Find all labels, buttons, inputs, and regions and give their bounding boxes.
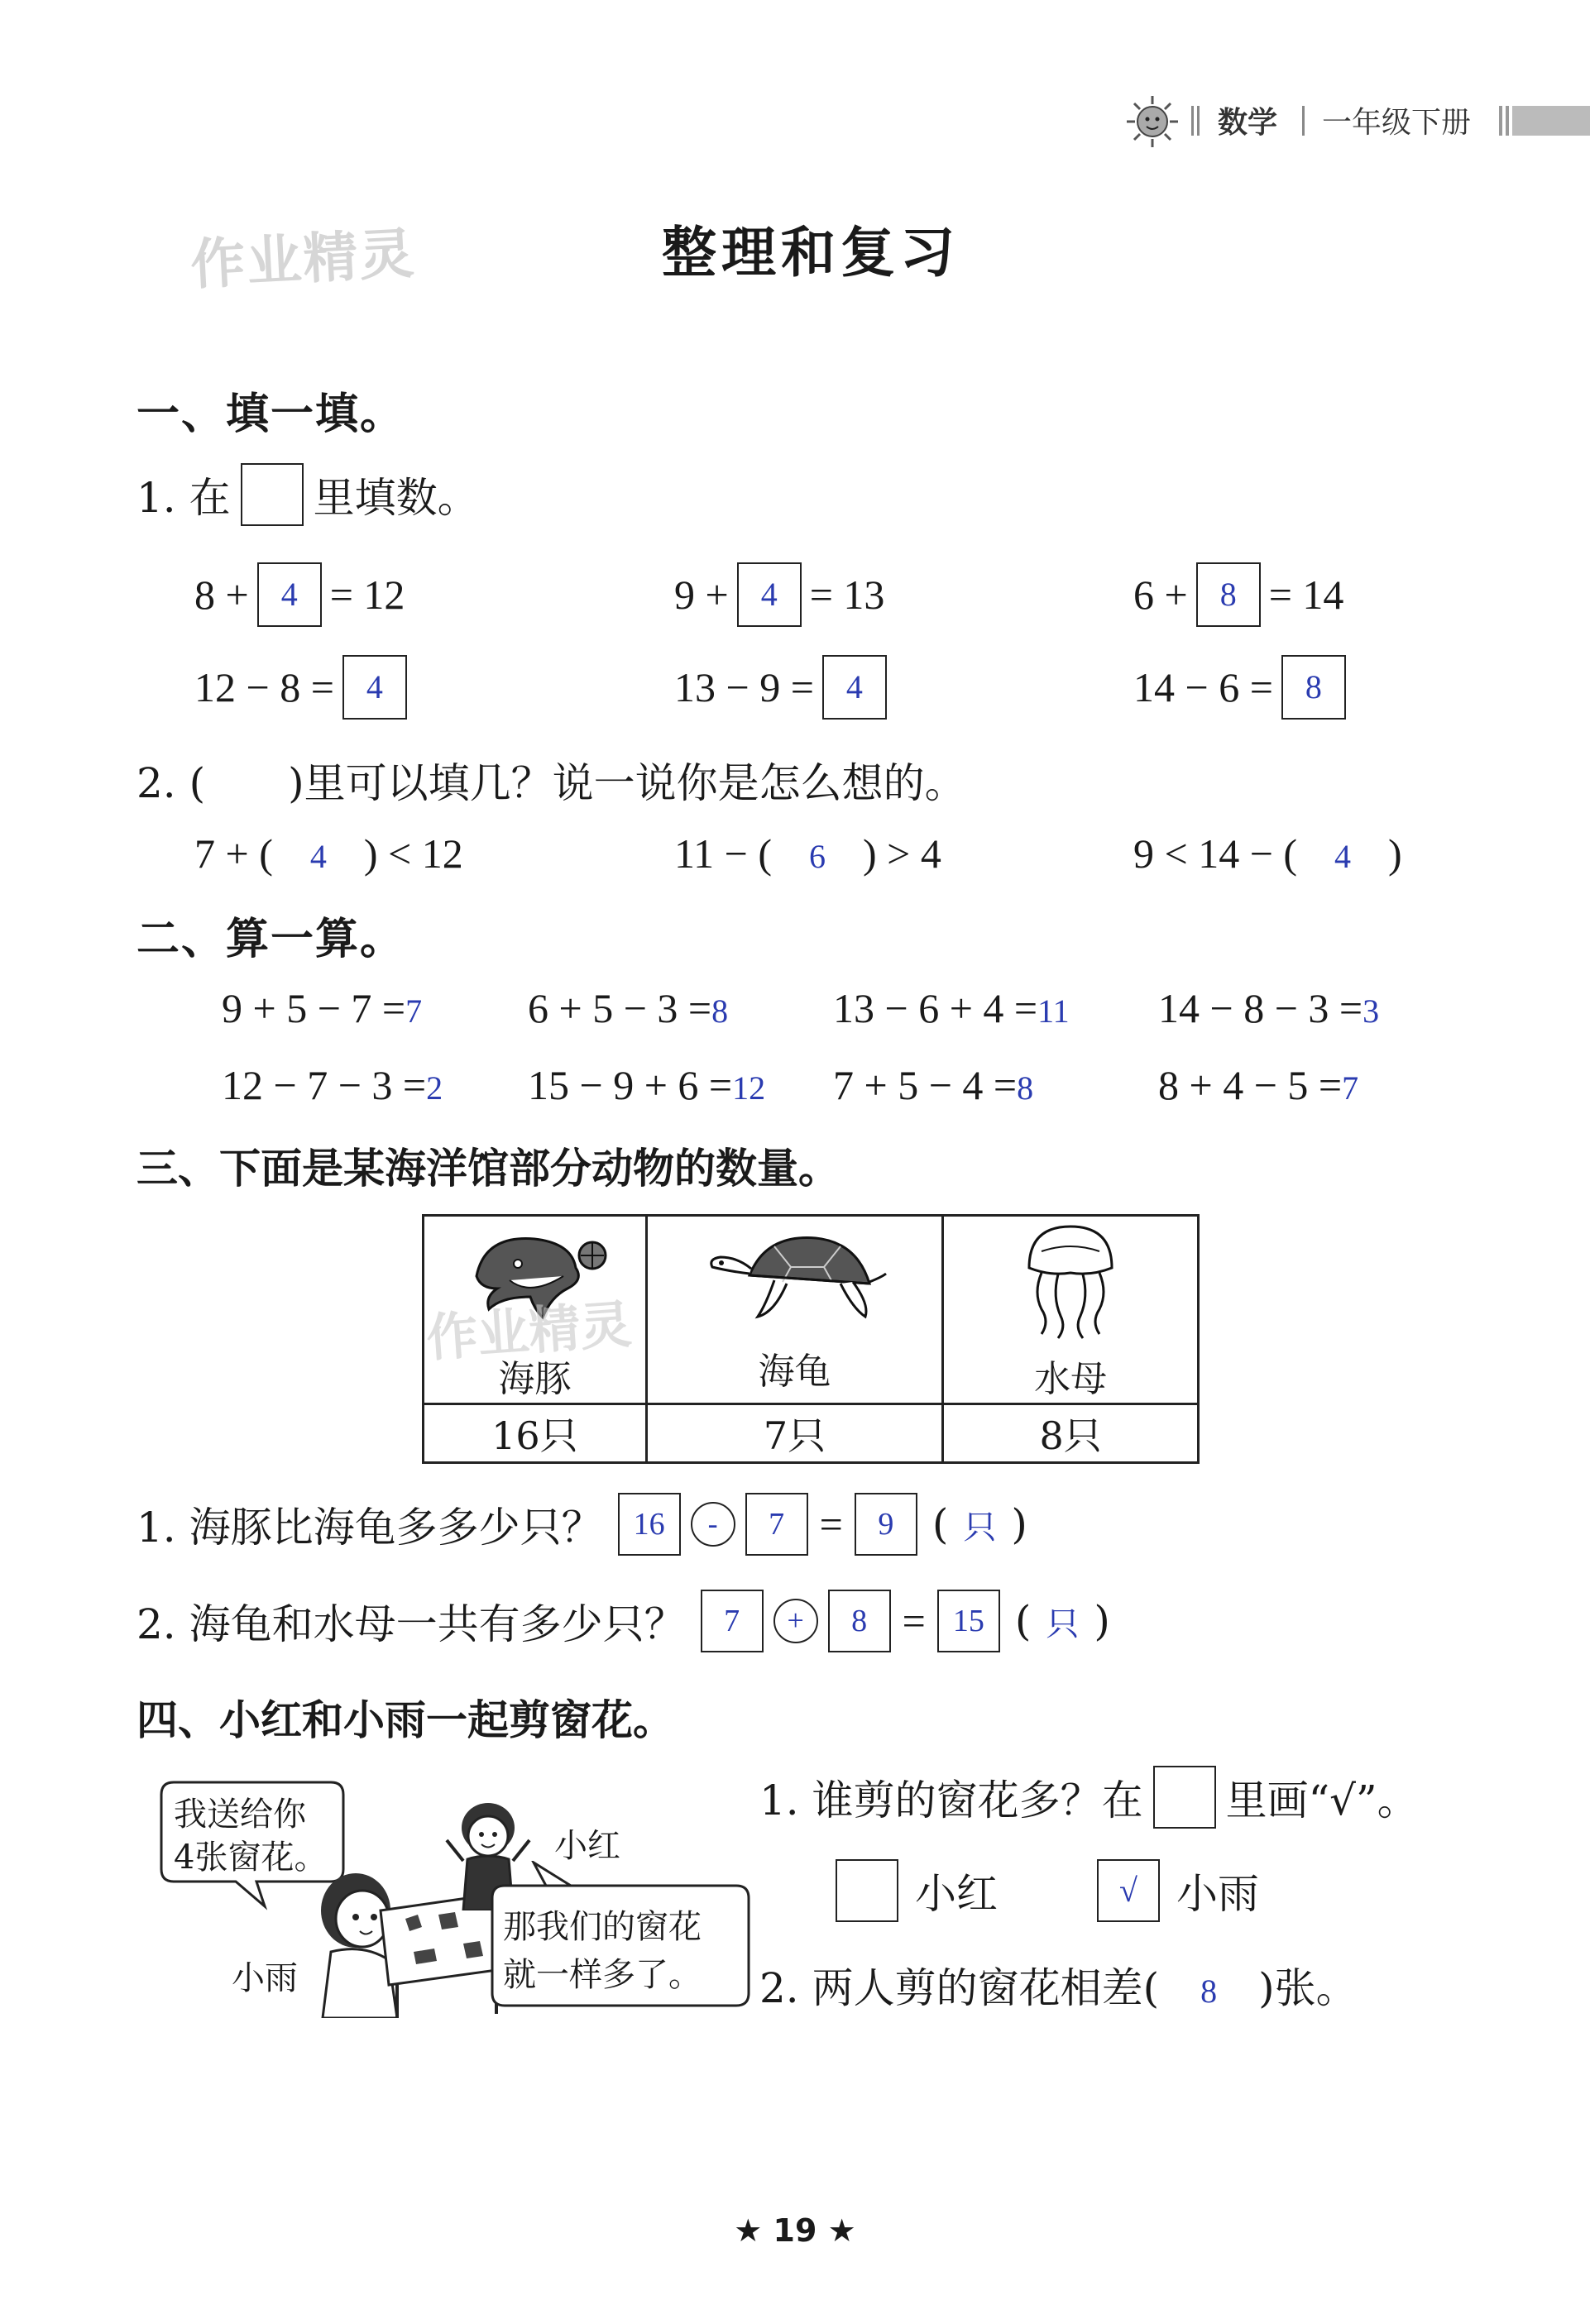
jellyfish-icon: [1013, 1218, 1128, 1342]
answer-text[interactable]: 7: [1342, 1069, 1359, 1107]
bubble-text: 4张窗花。: [174, 1839, 328, 1877]
question-1-2: 2. ( )里可以填几？说一说你是怎么想的。: [136, 759, 966, 807]
answer-box[interactable]: 8: [828, 1590, 891, 1652]
operator-circle[interactable]: -: [691, 1502, 735, 1547]
answer-box[interactable]: 8: [1281, 655, 1346, 720]
question-3-1: 1. 海豚比海龟多多少只？ 16 - 7 = 9 ( 只 ): [136, 1493, 1027, 1556]
calc-item: 15 − 9 + 6 =12: [528, 1062, 766, 1108]
answer-text[interactable]: 8: [1017, 1069, 1034, 1107]
section-heading-1: 一、填一填。: [136, 389, 405, 439]
bubble-text: 那我们的窗花: [503, 1908, 702, 1946]
inequality: 11 − ( 6 ) > 4: [674, 830, 941, 877]
animal-cell: [646, 1216, 943, 1404]
option-label: 小红: [915, 1870, 998, 1918]
header-stripe: [1499, 106, 1590, 136]
calc-item: 14 − 8 − 3 =3: [1158, 985, 1380, 1031]
animal-count: 16只: [424, 1404, 647, 1463]
answer-unit[interactable]: 只: [963, 1508, 997, 1547]
bubble-text: 就一样多了。: [503, 1956, 702, 1994]
fill-equation: 13 − 9 = 4: [674, 655, 887, 720]
answer-text[interactable]: 2: [426, 1069, 443, 1107]
animal-count: 8只: [943, 1404, 1199, 1463]
calc-item: 12 − 7 − 3 =2: [222, 1062, 443, 1108]
answer-blank[interactable]: 4: [1334, 838, 1352, 875]
calc-item: 8 + 4 − 5 =7: [1158, 1062, 1359, 1108]
answer-box[interactable]: 9: [855, 1493, 917, 1556]
fill-equation: 9 + 4 = 13: [674, 562, 884, 627]
operator-circle[interactable]: +: [773, 1599, 818, 1643]
answer-box[interactable]: 4: [257, 562, 322, 627]
animal-name: 海龟: [758, 1350, 831, 1393]
answer-text[interactable]: 11: [1037, 992, 1070, 1030]
animal-count: 7只: [646, 1404, 943, 1463]
answer-box[interactable]: 4: [822, 655, 887, 720]
illustration: [157, 1778, 753, 2018]
choice-row: [836, 1859, 1259, 1922]
answer-box[interactable]: 4: [342, 655, 407, 720]
answer-box[interactable]: 16: [618, 1493, 681, 1556]
fill-equation: 14 − 6 = 8: [1133, 655, 1346, 720]
watermark: 作业精灵: [189, 221, 418, 298]
answer-text[interactable]: 8: [711, 992, 729, 1030]
section-heading-2: 二、算一算。: [136, 914, 405, 964]
question-4-1: 1. 谁剪的窗花多？在 里画“√”。: [759, 1766, 1419, 1829]
header-divider: [1191, 106, 1194, 136]
question-3-2: 2. 海龟和水母一共有多少只？ 7 + 8 = 15 ( 只 ): [136, 1590, 1110, 1652]
answer-blank[interactable]: 8: [1200, 1973, 1218, 2010]
calc-item: 6 + 5 − 3 =8: [528, 985, 729, 1031]
watermark: 作业精灵: [424, 1294, 634, 1369]
calc-item: 7 + 5 − 4 =8: [833, 1062, 1034, 1108]
answer-blank[interactable]: 4: [309, 838, 327, 875]
animal-name: 海豚: [498, 1357, 572, 1400]
answer-box[interactable]: 8: [1196, 562, 1261, 627]
fill-equation: 6 + 8 = 14: [1133, 562, 1343, 627]
answer-unit[interactable]: 只: [1046, 1604, 1080, 1643]
name-label-xiaoyu: 小雨: [232, 1959, 298, 1997]
animal-name: 水母: [1034, 1357, 1108, 1400]
page-title: 整理和复习: [662, 221, 960, 285]
answer-box[interactable]: 7: [701, 1590, 764, 1652]
name-label-xiaohong: 小红: [554, 1827, 620, 1865]
answer-text[interactable]: 7: [405, 992, 423, 1030]
answer-blank[interactable]: 6: [809, 838, 826, 875]
example-box: [241, 463, 304, 526]
page-number: ★ 19 ★: [734, 2212, 856, 2249]
header-grade: 一年级下册: [1322, 106, 1472, 140]
section-heading-3: 三、下面是某海洋馆部分动物的数量。: [136, 1144, 840, 1193]
bubble-text: 我送给你: [174, 1796, 306, 1834]
checkbox-xiaohong[interactable]: [836, 1859, 898, 1922]
header-subject: 数学: [1218, 106, 1278, 140]
example-box: [1153, 1766, 1216, 1829]
turtle-icon: [700, 1226, 890, 1333]
header-bar: [1125, 93, 1590, 151]
question-text: 1. 在: [136, 474, 231, 522]
answer-text[interactable]: 3: [1363, 992, 1380, 1030]
question-text: 里填数。: [313, 474, 479, 522]
sun-mascot-icon: [1125, 94, 1180, 149]
inequality: 9 < 14 − ( 4 ): [1133, 830, 1402, 877]
answer-text[interactable]: 12: [732, 1069, 766, 1107]
checkbox-xiaoyu[interactable]: √: [1097, 1859, 1160, 1922]
question-1-1: [136, 463, 479, 526]
calc-item: 9 + 5 − 7 =7: [222, 985, 423, 1031]
answer-box[interactable]: 7: [745, 1493, 808, 1556]
section-heading-4: 四、小红和小雨一起剪窗花。: [136, 1695, 674, 1744]
header-divider: [1302, 106, 1305, 136]
header-divider: [1197, 106, 1200, 136]
question-4-2: 2. 两人剪的窗花相差( 8 )张。: [759, 1964, 1358, 2012]
animal-cell: [943, 1216, 1199, 1404]
fill-equation: 12 − 8 = 4: [194, 655, 407, 720]
option-label: 小雨: [1176, 1870, 1259, 1918]
calc-item: 13 − 6 + 4 =11: [833, 985, 1070, 1031]
answer-box[interactable]: 4: [737, 562, 802, 627]
fill-equation: 8 + 4 = 12: [194, 562, 405, 627]
answer-box[interactable]: 15: [937, 1590, 1000, 1652]
inequality: 7 + ( 4 ) < 12: [194, 830, 463, 877]
